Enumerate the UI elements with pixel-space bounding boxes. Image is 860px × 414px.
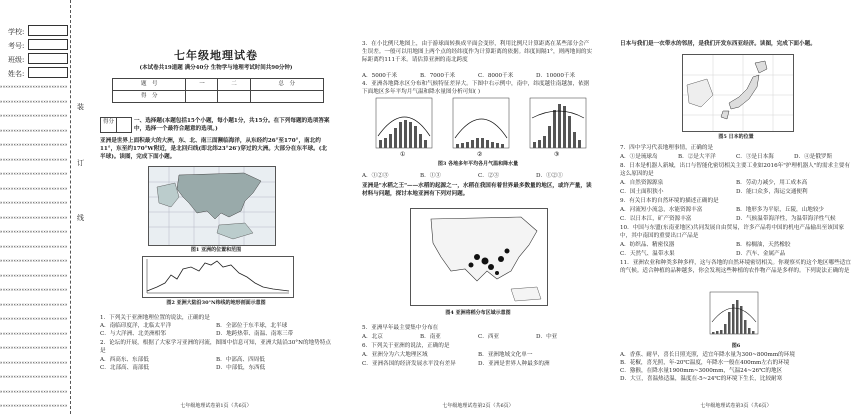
binding-char-1: 装: [77, 103, 84, 111]
q9-options-b: [620, 215, 852, 223]
q6-options-a: [362, 351, 594, 359]
question-5: 5．亚洲早年最主要集中分布在: [362, 325, 439, 331]
cut-line: [70, 0, 71, 414]
q2-options-a: [100, 356, 332, 364]
figure-6-caption: 图6: [731, 343, 741, 349]
figure-1-caption: 图1 亚洲的位置和范围: [190, 247, 242, 253]
question-6: 6．下列关于亚洲的说法，正确的是: [362, 343, 450, 349]
q1-option-c[interactable]: C．与大洋洲、北美洲相邻: [100, 331, 166, 337]
q5-option-c[interactable]: C．西亚: [478, 334, 500, 340]
climate-chart-1: [370, 96, 436, 158]
q6-option-d[interactable]: D．亚洲是世界人种最多的洲: [478, 361, 550, 367]
q1-options-a: [100, 322, 332, 330]
q10-option-d[interactable]: D．汽车、金属产品: [736, 251, 786, 257]
page-footer: 七年级地理试卷第1页（共6页）: [180, 402, 252, 409]
binding-x-line: ×××××××××××××××××××××××××: [0, 200, 68, 205]
q10-options-b: [620, 250, 852, 258]
q4-option-d[interactable]: D．①②①: [536, 173, 563, 179]
q10-option-b[interactable]: B．棕榈油，天然橡胶: [736, 242, 791, 248]
figure-4-caption: 图4 亚洲将稻分布区域示意图: [445, 310, 511, 316]
binding-x-line: ×××××××××××××××××××××××××: [0, 214, 68, 220]
binding-char-2: 订: [77, 159, 84, 167]
climate-charts: [370, 96, 590, 158]
q8-option-c[interactable]: C．国土面积狭小: [620, 189, 664, 195]
q3-option-a[interactable]: A．5000千米: [362, 73, 398, 79]
binding-margin: [0, 0, 90, 414]
score-header: 总 分: [250, 79, 323, 91]
q7-option-b[interactable]: B．②是大平洋: [678, 154, 716, 160]
score-cell[interactable]: [186, 91, 218, 103]
q5-options: [362, 333, 594, 341]
exam-number-label: 考号:: [8, 42, 25, 50]
q7-option-c[interactable]: C．③是日本海: [736, 154, 774, 160]
terrain-profile-figure: [142, 256, 294, 298]
q2-options-b: [100, 364, 332, 372]
q3-options: [362, 72, 594, 80]
q1-options-b: [100, 330, 332, 338]
score-table: [112, 78, 324, 103]
page-footer: 七年级地理试卷第2页（共6页）: [442, 402, 514, 409]
binding-x-line: ×××××××××××××××××××××××××: [0, 113, 68, 118]
section1-instruction: 一、选择题(本题包括15个小题，每小题1分，共15分。在下列每题的选项答案中，选择一个最符合题意的选项。): [134, 118, 330, 133]
score-header: 二: [218, 79, 250, 91]
page-footer: 七年级地理试卷第3页（共6页）: [700, 402, 772, 409]
q11-option-b[interactable]: B．花椒，喜光照，年-20℃温度，年降水一般在400mm左右的环境: [620, 360, 790, 366]
question-1: 1．下列关于亚洲地理位置的说法，正确的是: [100, 315, 210, 321]
school-field[interactable]: [28, 25, 68, 36]
binding-x-line: ×××××××××××××××××××××××××: [0, 330, 68, 336]
binding-x-line: ×××××××××××××××××××××××××: [0, 171, 68, 176]
score-cell[interactable]: [250, 91, 323, 103]
question-9: 9．有关日本的自然环境的描述正确的是: [620, 198, 719, 204]
q9-options-a: [620, 206, 852, 214]
q11-option-d[interactable]: D．大豆，喜温热适温，温度在-5~24℃的环境下生长，比较耐寒: [620, 376, 783, 382]
question-10: 10．中国与东盟(东南亚地区)共同发展自由贸易，许多产品将中国的机电产品输出至该国家中，其中南国的重要出口产品是: [620, 225, 845, 240]
climate-chart-3: [524, 96, 590, 158]
binding-x-line: ×××××××××××××××××××××××××: [0, 229, 68, 234]
q3-option-b[interactable]: B．7000千米: [420, 73, 456, 79]
climate-chart-2: [447, 96, 513, 158]
q1-option-a[interactable]: A．南临印度洋，北临太平洋: [100, 323, 172, 329]
chart-label-3: ③: [554, 151, 560, 158]
q1-option-d[interactable]: D．地跨热带、南温、南寒三带: [216, 331, 294, 337]
japan-map: [682, 54, 794, 132]
q1-option-b[interactable]: B．全部位于东半球，北半球: [216, 323, 288, 329]
q3-option-d[interactable]: D．10000千米: [536, 73, 576, 79]
score-header: 题 号: [113, 79, 186, 91]
q9-option-d[interactable]: D．气候温带海洋性，为温带海洋性气候: [736, 216, 836, 222]
q8-options-a: [620, 179, 852, 187]
page-title: 七年级地理试卷: [174, 49, 258, 62]
q5-option-a[interactable]: A．北京: [362, 334, 383, 340]
climate-chart-6: [704, 290, 764, 342]
q2-option-a[interactable]: A．西高东、东部低: [100, 357, 149, 363]
q10-option-c[interactable]: C．天然气、温带水果: [620, 251, 675, 257]
q5-option-b[interactable]: B．南亚: [420, 334, 441, 340]
q6-option-c[interactable]: C．亚洲各国的经济发展水平没有差异: [362, 361, 456, 367]
chart-label-1: ①: [400, 151, 406, 158]
q7-options: [620, 153, 852, 161]
binding-x-line: ×××××××××××××××××××××××××: [0, 359, 68, 365]
q10-options-a: [620, 241, 852, 249]
q-intro-3: 日本与我们是一衣带水的邻居，是我们开发东西亚经济。读图，完成下面小题。: [620, 41, 816, 47]
binding-x-line: ×××××××××××××××××××××××××: [0, 388, 68, 394]
binding-x-line: ×××××××××××××××××××××××××: [0, 272, 68, 278]
binding-x-line: ×××××××××××××××××××××××××: [0, 316, 68, 321]
q9-option-c[interactable]: C．以日本江，矿产资源丰富: [620, 216, 692, 222]
q6-option-b[interactable]: B．亚洲地域文化单一: [478, 352, 533, 358]
q2-option-b[interactable]: B．中部高、四周低: [216, 357, 265, 363]
q2-option-d[interactable]: D．中部低，东西低: [216, 365, 266, 371]
q-intro-2: 亚洲是"水稻之王"——水稻的起源之一，水稻在我国有着世界最多数量的地区，或许产量，读材料与问题，探讨本地亚洲有下列对问题。: [362, 183, 592, 198]
q4-option-a[interactable]: A．①②③: [362, 173, 389, 179]
class-label: 班级:: [8, 56, 25, 64]
q8-options-b: [620, 188, 852, 196]
binding-x-line: ×××××××××××××××××××××××××: [0, 98, 68, 104]
figure-2-caption: 图2 亚洲大陆沿30°N纬线的地形剖面示意图: [166, 300, 266, 306]
question-4: 4．亚洲各地降水区分布和气候特征差异大。下图中右示例中，南中，纬度越往南越加，依据下面地区多年平均月气温和降水量图分析可知( ): [362, 81, 590, 96]
question-2: 2．论坛的开展，根据了大家学习亚洲的河流，图图中信息可知，亚洲大陆沿30°N的地势特点是: [100, 340, 331, 355]
q9-option-a[interactable]: A．河流短小流急，水能资源丰富: [620, 207, 703, 213]
page-2: [362, 0, 594, 414]
q4-option-b[interactable]: B．①③: [420, 173, 441, 179]
binding-x-line: ×××××××××××××××××××××××××: [0, 156, 68, 162]
q11-option-c[interactable]: C．猕猴，在降水量1900mm~3000mm，气温24~26℃的地区: [620, 368, 783, 374]
binding-x-line: ×××××××××××××××××××××××××: [0, 287, 68, 292]
q3-option-c[interactable]: C．8000千米: [478, 73, 514, 79]
score-header: 一: [186, 79, 218, 91]
q7-option-d[interactable]: D．④是俄罗斯: [794, 154, 833, 160]
binding-x-line: ×××××××××××××××××××××××××: [0, 374, 68, 379]
class-field[interactable]: [28, 53, 68, 64]
chart-label-2: ②: [477, 151, 483, 158]
binding-x-line: ×××××××××××××××××××××××××: [0, 403, 68, 408]
q8-option-d[interactable]: D．能口众多，海运交通便利: [736, 189, 808, 195]
name-field[interactable]: [28, 67, 68, 78]
binding-char-3: 线: [77, 214, 84, 222]
q6-option-a[interactable]: A．亚洲分为六大地理区域: [362, 352, 428, 358]
figure-5-caption: 图5 日本的位置: [718, 134, 754, 140]
score-row-label: 得 分: [113, 91, 186, 103]
q11-option-a[interactable]: A．香蕉、耐旱，喜长日照光照，适宜年降水量为300~800mm的环境: [620, 352, 795, 358]
exam-number-field[interactable]: [28, 39, 68, 50]
question-11: 11．亚洲农业和种类多种多样，这与各地的自然环境密切相关。你观察买的这个地区哪些适宜的气候。适合种植的品种越多，你会发现这些种植的农作物产品是多样的。下列说法正确的是: [620, 260, 851, 275]
figure-3-caption: 图3 各地多年平均各月气温和降水量: [437, 161, 519, 167]
q5-option-d[interactable]: D．中亚: [536, 334, 558, 340]
section-score-label: 得分: [101, 118, 117, 132]
q4-option-c[interactable]: C．②③: [478, 173, 500, 179]
binding-x-line: ×××××××××××××××××××××××××: [0, 142, 68, 147]
q4-options: [362, 172, 594, 180]
binding-x-line: ×××××××××××××××××××××××××: [0, 127, 68, 133]
binding-x-line: ×××××××××××××××××××××××××: [0, 301, 68, 307]
page-subtitle: (本试卷共19道题 满分40分 生物学与地理考试时间共90分钟): [139, 65, 293, 71]
page-3: [620, 0, 852, 414]
q6-options-b: [362, 360, 594, 368]
page-1: [100, 0, 332, 414]
q8-option-b[interactable]: B．劳动力减少，用工成本高: [736, 180, 808, 186]
binding-x-line: ×××××××××××××××××××××××××: [0, 84, 68, 89]
q-intro: 亚洲是世界上面积最大的大洲，东、北、南三面濒临海洋，从东经约26°至170°，南北约 11°，东至约170°W附近，是北回归线(即北纬23°26′)穿过的大洲。大部分在东半球。(北半球)。读图，完成下面小题。: [100, 138, 327, 161]
question-8: 8．日本是机器人新城，出口与智能化密切相关主要工业如2016年"护理机器人"的需求主要有这么原因的是: [620, 163, 850, 178]
rice-distribution-map: [410, 208, 548, 306]
asia-map-figure: [148, 166, 276, 246]
school-label: 学校:: [8, 28, 25, 36]
q10-option-a[interactable]: A．纺织品、精密仪器: [620, 242, 675, 248]
q2-option-c[interactable]: C．北部高、南部低: [100, 365, 150, 371]
binding-x-line: ×××××××××××××××××××××××××: [0, 243, 68, 249]
section-score-box: [100, 117, 132, 133]
q7-option-a[interactable]: A．①是琉球岛: [620, 154, 658, 160]
question-7: 7．四中学习代表地理事情，正确的是: [620, 145, 714, 151]
binding-x-line: ×××××××××××××××××××××××××: [0, 258, 68, 263]
binding-x-line: ×××××××××××××××××××××××××: [0, 345, 68, 350]
binding-x-line: ×××××××××××××××××××××××××: [0, 185, 68, 191]
question-3: 3．在小比例尺地图上，由于游球面转换成平面会变形，利用比例尺计算距离在某些部分会产生误差。一般可以用地图上两个点的经纬度作为计算距离的依据。纬度间隔1°，则两地间的实际距离约111千米。请估算亚洲的南北跨度: [362, 41, 593, 64]
q8-option-a[interactable]: A．自然资源源泉: [620, 180, 664, 186]
name-label: 姓名:: [8, 70, 25, 78]
q9-option-b[interactable]: B．地形多为平原，丘陵，山地较少: [736, 207, 825, 213]
score-cell[interactable]: [218, 91, 250, 103]
